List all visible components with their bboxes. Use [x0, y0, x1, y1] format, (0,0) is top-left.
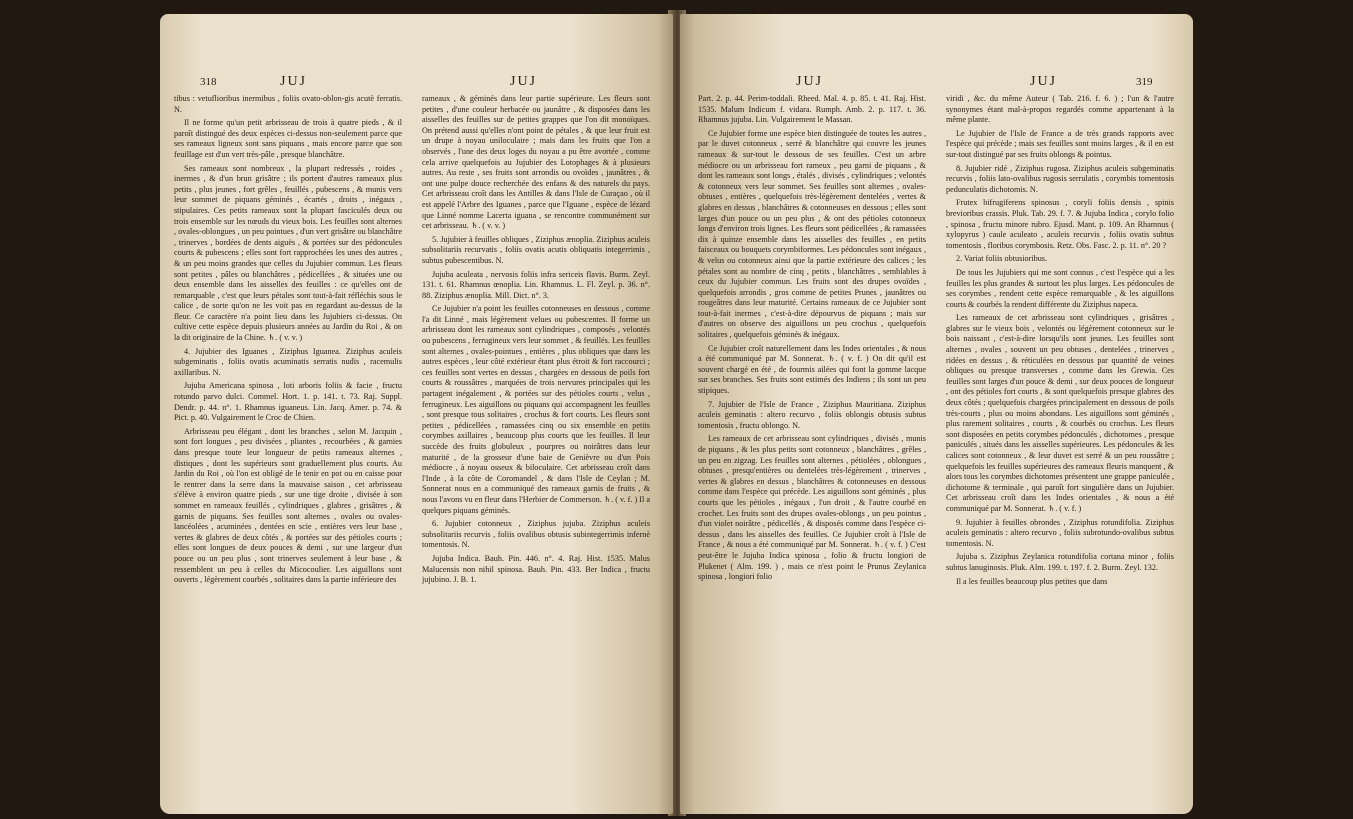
paragraph: Les rameaux de cet arbrisseau sont cylindriques , divisés , munis de piquans , & les plus petits sont cotonneux , blanchâtres , grêles , un peu en zigzag. Les feuilles sont alternes , pétiolées , oblongues , obtuses , presqu'entières ou dentelées très-légèrement , trinerves , vertes & glabres en dessus , blanchâtres & cotonneuses en dessous comme dans l'espèce qui précède. Les aiguillons sont géminés , plus courts que les pétioles , inégaux , l'un droit , & l'autre courbé en crochet. Les fruits sont des drupes ovales-oblongs , un peu pointus , d'un violet noirâtre , pédicellés , & disposés comme dans l'espèce ci-dessus , dans les aisselles des feuilles. Ce Jujubier croît à l'Isle de France , & nous a été communiqué par M. Sonnerat. ♄. ( v. f. ) C'est peut-être le Jujuba Indica spinosa , folio & fructu longiori de Plukenet ( Alm. 199. ) , mais ce n'est point le Prunus Zeylanica spinosa , longiori folio [698, 434, 926, 582]
left-column-1 [174, 94, 402, 806]
paragraph: tibus : vetuflioribus inermibus , foliis ovato-oblon-gis acutè ferratis. N. [174, 94, 402, 114]
paragraph: rameaux , & géminés dans leur partie supérieure. Les fleurs sont petites , d'une couleur herbacée ou jaunâtre , & disposées dans les aisselles des feuilles sur de petites grappes que l'on dit monoïques. On prétend aussi qu'elles n'ont point de pétales , & que leur fruit est un drupe à noyau uniloculaire ; mais dans les fruits que l'on a observés , l'une des deux loges du noyau a pu être avortée , comme cela arrive quelquefois au Jujubier des Lotophages & à plusieurs autres. Au reste , ses fruits sont arrondis ou ovoïdes , jaunâtres , & ont une pulpe douce recherchée des enfans & des naturels du pays. Cet arbrisseau croît dans les Antilles & dans l'Isle de Curaçao , où il est appelé l'Arbre des Iguanes , parce que l'Iguane , espèce de lézard que Linné nomme Lacerta iguana , se rencontre communément sur cet arbrisseau. ♄. ( v. v. ) [422, 94, 650, 231]
right-column-2 [946, 94, 1174, 806]
paragraph: Ses rameaux sont nombreux , la plupart redressés , roides , inermes , & d'un brun grisâtre ; ils portent d'autres rameaux plus petits , plus jeunes , fort grêles , feuillés , pubescens , & munis vers leur sommet de piquans géminés , écartés , droits , inégaux , stipulaires. Ces petits rameaux sont la plupart fasciculés deux ou trois ensemble sur les nœuds du vieux bois. Les feuilles sont alternes , ovales-oblongues , un peu pointues , d'un vert grisâtre ou blanchâtre , trinerves , bordées de dents aiguës , & portées sur des pédoncules courts & pubescens ; elles sont fort rapprochées les unes des autres , & un peu moins grandes que celles du Jujubier commun. Les fleurs sont petites , pâles ou blanchâtres , pédicellées , & situées une ou deux ensemble dans les aisselles des feuilles : ce qu'elles ont de remarquable , c'est que leurs pétales sont tout-à-fait réfléchis sous le calice , de sorte qu'on ne les voit pas en regardant au-dessus de la fleur. Ce caractère n'a point lieu dans les Jujubiers ci-dessus. On cultive cette espèce depuis plusieurs années au Jardin du Roi , & on la dit originaire de la Chine. ♄. ( v. v. ) [174, 163, 402, 343]
paragraph: Part. 2. p. 44. Perim-toddali. Rheed. Mal. 4. p. 85. t. 41. Raj. Hist. 1535. Malum Indicum f. vidara. Rumph. Amb. 2. p. 117. t. 36. Rhamnus jujuba. Lin. Vulgairement le Massan. [698, 94, 926, 125]
paragraph: Les rameaux de cet arbrisseau sont cylindriques , grisâtres , glabres sur le vieux bois , velontés ou légèrement cotonneux sur le bois naissant , c'est-à-dire lorsqu'ils sont jeunes. Les feuilles sont alternes , ovales , souvent un peu obtuses , dentelées , trinerves , ridées en dessus , & réticulées en dessous par quantité de veines obliques ou presque transverses , comme dans les Grewia. Ces feuilles sont larges d'un pouce & demi , sur deux pouces de longueur , ont des pétioles fort courts , & sont quelquefois presque glabres des deux côtés ; quelquefois chargées principalement en dessous de poils très-courts , plus ou moins abondans. Les aiguillons sont géminés , plus rarement solitaires , courts , & courbés ou crochus. Les fleurs sont disposées en petits corymbes pédonculés , dichotomes , presque paniculés , situés dans les aisselles supérieures. Les pédoncules & les calices sont cotonneux , & leur duvet est serré & un peu roussâtre ; quelquefois les feuilles supérieures des rameaux fleuris manquent , & alors tous les corymbes dichotomes présentent une grappe paniculée , dichotome & terminale , qui paroît fort singulière dans un Jujubier. Cet arbrisseau croît dans les Indes orientales , & nous a été communiqué par M. Sonnerat. ♄. ( v. f. ) [946, 313, 1174, 513]
paragraph: Ce Jujubier croît naturellement dans les Indes orientales , & nous a été communiqué par M. Sonnerat. ♄. ( v. f. ) On dit qu'il est souvent chargé en été , de fourmis ailées qui font la gomme lacque sur ses branches. Ses fruits sont estimés des Indiens ; ils sont un peu stipiques. [698, 343, 926, 396]
paragraph: 2. Variat foliis obtusioribus. [956, 254, 1048, 264]
paragraph: 8. Jujubier ridé , Ziziphus rugosa. Ziziphus aculeis subgeminatis recurvis , foliis lato-ovalibus rugosis serrulatis , corymbis tomentosis pedunculatis dichotomis. N. [946, 163, 1174, 194]
paragraph: viridi , &c. du même Auteur ( Tab. 216. f. 6. ) ; l'un & l'autre synonymes étant mal-à-propos regardés comme appartenant à la même plante. [946, 94, 1174, 125]
paragraph: Jujuba Indica. Bauh. Pin. 446. n°. 4. Raj. Hist. 1535. Malus Malucensis non nihil spinosa. Bauh. Pin. 433. Ber Indica , fructu jujubino. J. B. 1. [422, 553, 650, 585]
left-column-2 [422, 94, 650, 806]
right-column-1 [698, 94, 926, 806]
paragraph: Jujuba aculeata , nervosis foliis infra sericeis flavis. Burm. Zeyl. 131. t. 61. Rhamnus œnoplia. Lin. Rhamnus. L. Fl. Zeyl. p. 36. n°. 88. Ziziphus ænoplia. Mill. Dict. n°. 3. [422, 269, 650, 300]
paragraph: Jujuba s. Ziziphus Zeylanica rotundifolia cortana minor , foliis subtus lanuginosis. Pluk. Alm. 199. t. 197. f. 2. Burm. Zeyl. 132. [946, 552, 1174, 572]
paragraph: 7. Jujubier de l'Isle de France , Ziziphus Mauritiana. Ziziphus aculeis geminatis : altero recurvo , foliis oblongis obtusis subtus tomentosis , fructu oblongo. N. [698, 399, 926, 430]
paragraph: Ce Jujubier forme une espèce bien distinguée de toutes les autres , par le duvet cotonneux , serré & blanchâtre qui couvre les jeunes rameaux & sur-tout le dessous de ses feuilles. C'est un arbre médiocre ou un arbrisseau fort rameux , peu garni de piquans , & dont les rameaux sont longs , étalés , divisés , cylindriques ; velontés & cotonneux vers leur sommet. Ses feuilles sont alternes , ovales-obtuses , entières , quelquefois très-légèrement dentelées , vertes & glabres en dessus , blanchâtres & cotonneuses en dessous ; elles sont larges d'un pouce ou un peu plus , & ont des pétioles cotonneux longs d'environ trois lignes. Les fleurs sont pédicellées , & ramassées dix à quinze ensemble dans les aisselles des feuilles , en petits faisceaux ou bouquets corymbiformes. Les pédoncules sont inégaux , & velus ou cotonneux ainsi que la partie extérieure des calices ; les pétales sont au nombre de cinq , petits , blanchâtres , semblables à ceux du Jujubier commun. Les fruits sont des drupes ovoïdes , quelquefois arrondis , gros comme de petites Prunes , jaunâtres ou rougeâtres dans leur maturité. Certains rameaux de ce Jujubier sont tout-à-fait inermes , c'est-à-dire dépourvus de piquans ; mais sur d'autres on observe des aiguillons un peu crochus , quelquefois solitaires , quelquefois géminés & inégaux. [698, 128, 926, 340]
left-page [160, 14, 673, 814]
paragraph: Frutex bifrugiferens spinosus , coryli foliis densis , spinis brevioribus crassis. Pluk. Tab. 29. f. 7. & Jujuba Indica , corylo folio , spinosa , fructu minore rubro. Ejusd. Mant. p. 109. An Rhamnus ( xylopyrus ) caule aculeato , aculeis recurvis , foliis ovatis subtus tomentosis , floribus corymbosis. Retz. Obs. Fasc. 2. p. 11. n°. 20 ? [946, 198, 1174, 250]
left-running-head-1: JUJ [280, 74, 308, 89]
paragraph: Il ne forme qu'un petit arbrisseau de trois à quatre pieds , & il paroît distingué des deux espèces ci-dessus non-seulement parce que ses rameaux ligneux sont sans piquans , mais encore parce que son feuillage est d'un vert très-pâle , presque blanchâtre. [174, 118, 402, 159]
right-page-number: 319 [1136, 76, 1153, 88]
paragraph: 4. Jujubier des Iguanes , Ziziphus Iguanea. Ziziphus aculeis subgeminatis , foliis ovatis acuminatis serratis nudis , racemulis axillaribus. N. [174, 346, 402, 377]
paragraph: 6. Jujubier cotonneux , Ziziphus jujuba. Ziziphus aculeis subsolitariis recurvis , foliis ovalibus obtusis subintegerrimis infernè tomentosis. N. [422, 519, 650, 550]
left-page-number: 318 [200, 76, 217, 88]
paragraph: Le Jujubier de l'Isle de France a de très grands rapports avec l'espèce qui précède ; mais ses feuilles sont moins larges , & il en est sur-tout distingué par ses fruits oblongs & pointus. [946, 128, 1174, 159]
right-page [680, 14, 1193, 814]
paragraph: 9. Jujubier à feuilles obrondes , Ziziphus rotundifolia. Ziziphus aculeis geminatis : altero recurvo , foliis subrotundo-ovalibus subtus tomentosis. N. [946, 517, 1174, 548]
paragraph: De tous les Jujubiers qui me sont connus , c'est l'espèce qui a les feuilles les plus grandes & surtout les plus larges. Les pédoncules de ses corymbes , rendent cette espèce remarquable , & les aiguillons courts & courbés la rendent différente du Ziziphus napeca. [946, 267, 1174, 309]
right-running-head-2: JUJ [1030, 74, 1058, 89]
paragraph: Ce Jujubier n'a point les feuilles cotonneuses en dessous , comme l'a dit Linné , mais légèrement velues ou pubescentes. Il forme un arbrisseau dont les rameaux sont cylindriques , composés , velontés ou pubescens , ferrugineux vers leur sommet , & feuillés. Les feuilles sont alternes , ovales-pointues , entières , plus obliques que dans les autres espèces , leur côté extérieur étant plus étroit & fort raccourci ; ces feuilles sont vertes en dessus , chargées en dessous de poils fort courts & roussâtres , marquées de trois nervures principales qui les partagent inégalement , & portées sur des pétioles courts , velus , ferrugineux. Les aiguillons ou piquans qui accompagnent les feuilles , sont presque tous solitaires , crochus & fort courts. Les fleurs sont petites , pédicellées , ramassées cinq ou six ensemble en petits corymbes axillaires , beaucoup plus courts que les feuilles. Il leur succède des fruits globuleux , pourpres ou noirâtres dans leur maturité , de la grosseur d'une baie de Genièvre ou d'un Pois médiocre , à noyau osseux & biloculaire. Cet arbrisseau croît dans l'Inde , à la côte de Coromandel , & dans l'Isle de Ceylan ; M. Sonnerat nous en a communiqué des rameaux garnis de fruits , & nous l'avons vu en fleur dans l'Herbier de Commerson. ♄. ( v. f. ) Il a quelques piquans géminés. [422, 304, 650, 515]
paragraph: Arbrisseau peu élégant , dont les branches , selon M. Jacquin , sont fort longues , peu divisées , pliantes , recourbées , & garnies dans presque toute leur longueur de petits rameaux alternes , distiques , dont les supérieurs sont graduellement plus courts. Au Jardin du Roi , où l'on est obligé de le tenir en pot ou en caisse pour le rentrer dans la serre dans la mauvaise saison , cet arbrisseau s'élève à environ quatre pieds , sur une tige droite , divisée à son sommet en rameaux feuillés , cylindriques , glabres , grisâtres , & garnis de piquans. Ses feuilles sont alternes , ovales ou ovales-lancéolées , acuminées , dentées en scie , entières vers leur base , vertes & glabres de deux côtés , & portées sur des pétioles courts ; elles sont longues de deux pouces & demi , sur une largeur d'un pouce ou un peu plus , sont trinerves seulement à leur base , & ressemblent un peu à celles du Micocoulier. Les aiguillons sont ouverts , légèrement courbés , solitaires dans la partie inférieure des [174, 426, 402, 585]
left-running-head-2: JUJ [510, 74, 538, 89]
right-running-head-1: JUJ [796, 74, 824, 89]
paragraph: Jujuba Americana spinosa , loti arboris foliis & facie , fructu rotundo parvo dulci. Commel. Hort. 1. p. 141. t. 73. Raj. Suppl. Dendr. p. 44. n°. 1. Rhamnus iguaneus. Lin. Jacq. Amer. p. 74. & Pict. p. 40. Vulgairement le Croc de Chien. [174, 381, 402, 423]
paragraph: 5. Jujubier à feuilles obliques , Ziziphus ænoplia. Ziziphus aculeis subsolitariis recurvatis , foliis ovatis acutis obliquatis integerrimis , subtus pubescentibus. N. [422, 234, 650, 265]
paragraph: Il a les feuilles beaucoup plus petites que dans [956, 576, 1108, 586]
